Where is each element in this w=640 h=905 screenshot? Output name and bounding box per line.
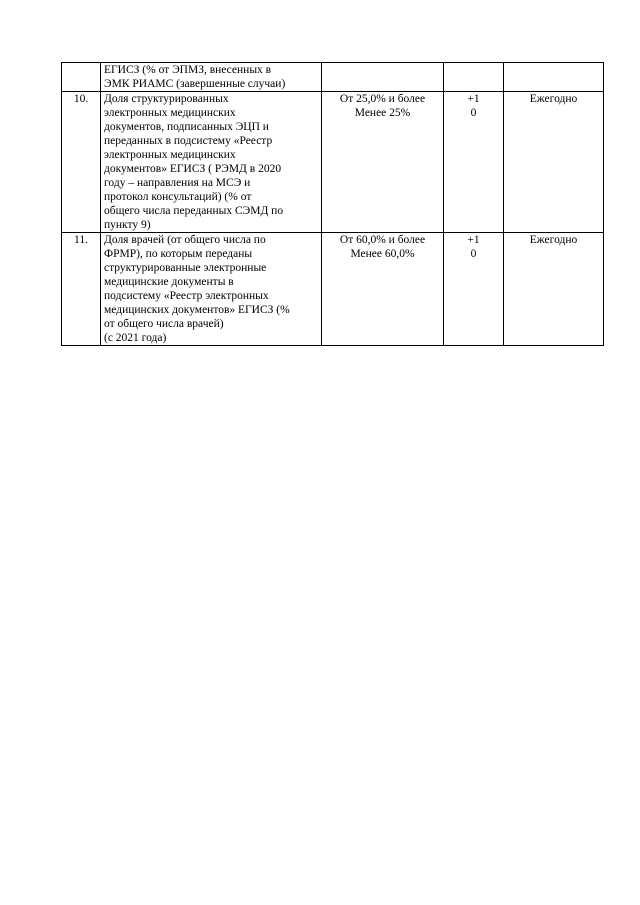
criterion-value-line: От 25,0% и более [339, 93, 426, 105]
points [444, 92, 504, 233]
points-line: +1 [467, 234, 480, 246]
indicator-name-line: документов, подписанных ЭЦП и [104, 121, 269, 133]
criterion-value [322, 63, 444, 92]
table-row [62, 233, 604, 346]
indicator-name-line: Доля врачей (от общего числа по [104, 234, 266, 246]
points [444, 233, 504, 346]
indicator-name-line: электронных медицинских [104, 107, 236, 119]
indicator-name-line: году – направления на МСЭ и [104, 177, 251, 189]
row-number: 11. [62, 233, 101, 346]
indicator-name-line: ЕГИСЗ (% от ЭПМЗ, внесенных в [104, 64, 272, 76]
criterion-value-line: Менее 60,0% [350, 248, 415, 260]
indicator-name-line: протокол консультаций) (% от [104, 191, 252, 203]
indicator-name-line: подсистему «Реестр электронных [104, 290, 269, 302]
period [504, 63, 604, 92]
indicator-name-line: структурированные электронные [104, 262, 267, 274]
criterion-value-line: Менее 25% [354, 107, 411, 119]
indicator-name-line: от общего числа врачей) [104, 318, 224, 330]
indicator-name-line: ФРМР), по которым переданы [104, 248, 253, 260]
indicator-name-line: документов» ЕГИСЗ ( РЭМД в 2020 [104, 163, 282, 175]
points-line: +1 [467, 93, 480, 105]
table-row [62, 63, 604, 92]
criterion-value-line: От 60,0% и более [339, 234, 426, 246]
points [444, 63, 504, 92]
criterion-value [322, 233, 444, 346]
table-row [62, 92, 604, 233]
indicator-name [101, 233, 322, 346]
indicator-name-line: пункту 9) [104, 219, 151, 231]
period: Ежегодно [504, 233, 604, 346]
indicator-name-line: переданных в подсистему «Реестр [104, 135, 273, 147]
points-line: 0 [470, 248, 477, 260]
indicator-name [101, 63, 322, 92]
row-number: 10. [62, 92, 101, 233]
points-line: 0 [470, 107, 477, 119]
indicator-name-line: (с 2021 года) [104, 332, 167, 344]
indicator-name-line: общего числа переданных СЭМД по [104, 205, 284, 217]
indicator-name-line: ЭМК РИАМС (завершенные случаи) [104, 78, 286, 90]
indicator-name-line: электронных медицинских [104, 149, 236, 161]
indicator-name [101, 92, 322, 233]
indicator-name-line: Доля структурированных [104, 93, 229, 105]
row-number [62, 63, 101, 92]
criterion-value [322, 92, 444, 233]
criteria-table [61, 62, 604, 346]
period: Ежегодно [504, 92, 604, 233]
indicator-name-line: медицинские документы в [104, 276, 234, 288]
indicator-name-line: медицинских документов» ЕГИСЗ (% [104, 304, 290, 316]
